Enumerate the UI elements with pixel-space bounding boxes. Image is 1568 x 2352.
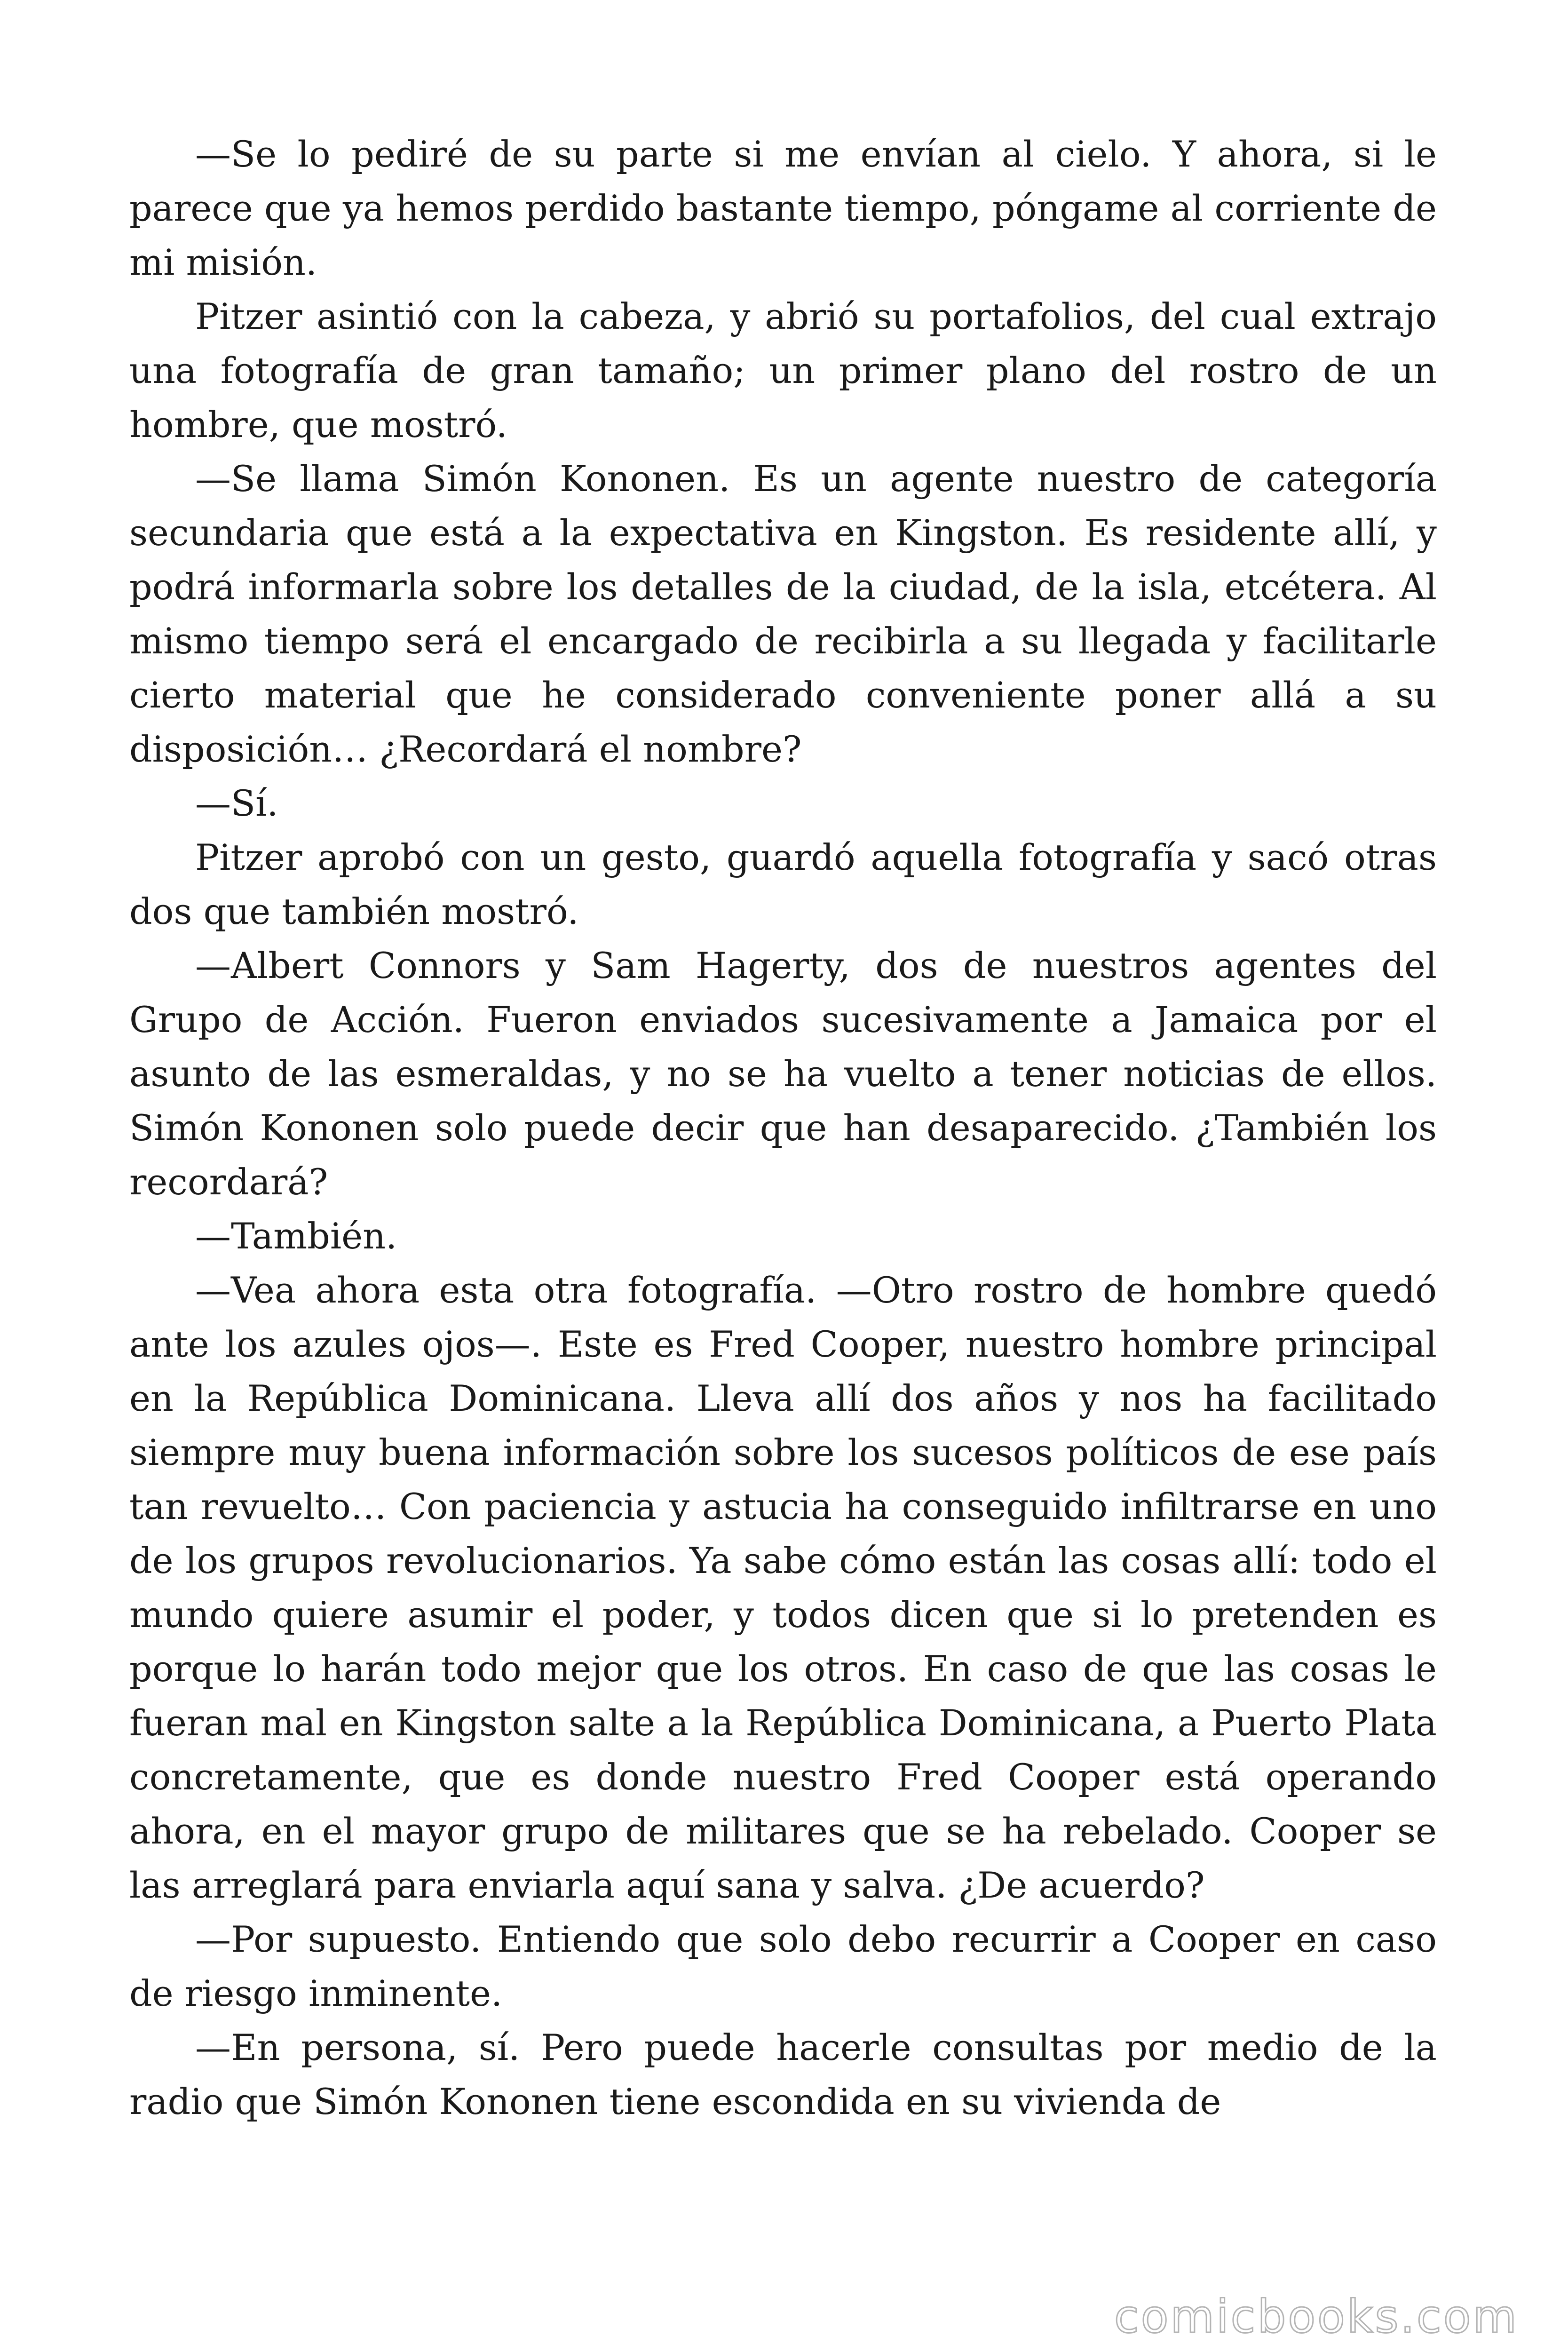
paragraph: —También. [195, 1215, 397, 1257]
paragraph: —Albert Connors y Sam Hagerty, dos de nuestros agentes del Grupo de Acción. Fueron enviados sucesivamente a Jamaica por el asunto de las esmeraldas, y no se ha vuelto a tener noticias de ellos. Simón Kononen solo puede decir que han desaparecido. ¿También los recordará? [129, 945, 1437, 1203]
paragraph-last-line: —En persona, sí. Pero puede hacerle consultas por medio de la radio que Simón Kononen tiene escondida en su vivienda de [129, 2026, 1437, 2122]
paragraph: —Se llama Simón Kononen. Es un agente nuestro de categoría secundaria que está a la expectativa en Kingston. Es residente allí, y podrá informarla sobre los detalles de la ciudad, de la isla, etcétera. Al mismo tiempo será el encargado de recibirla a su llegada y facilitarle cierto material que he considerado conveniente poner allá a su disposición… ¿Recordará el nombre? [129, 458, 1437, 770]
paragraph: —Vea ahora esta otra fotografía. —Otro rostro de hombre quedó ante los azules ojos—. Este es Fred Cooper, nuestro hombre principal en la República Dominicana. Lleva allí dos años y nos ha facilitado siempre muy buena información sobre los sucesos políticos de ese país tan revuelto… Con paciencia y astucia ha conseguido infiltrarse en uno de los grupos revolucionarios. Ya sabe cómo están las cosas allí: todo el mundo quiere asumir el poder, y todos dicen que si lo pretenden es porque lo harán todo mejor que los otros. En caso de que las cosas le fueran mal en Kingston salte a la República Dominicana, a Puerto Plata concretamente, que es donde nuestro Fred Cooper está operando ahora, en el mayor grupo de militares que se ha rebelado. Cooper se las arreglará para enviarla aquí sana y salva. ¿De acuerdo? [129, 1269, 1437, 1906]
paragraph: —Se lo pediré de su parte si me envían al cielo. Y ahora, si le parece que ya hemos perdido bastante tiempo, póngame al corriente de mi misión. [129, 133, 1437, 283]
watermark: comicbooks.com [1114, 2290, 1519, 2343]
paragraph: Pitzer aprobó con un gesto, guardó aquella fotografía y sacó otras dos que también mostró. [129, 836, 1437, 932]
page-body [129, 127, 1437, 2291]
paragraph: —Sí. [195, 782, 278, 824]
paragraph: —Por supuesto. Entiendo que solo debo recurrir a Cooper en caso de riesgo inminente. [129, 1918, 1437, 2014]
paragraph: Pitzer asintió con la cabeza, y abrió su portafolios, del cual extrajo una fotografía de gran tamaño; un primer plano del rostro de un hombre, que mostró. [129, 295, 1437, 445]
